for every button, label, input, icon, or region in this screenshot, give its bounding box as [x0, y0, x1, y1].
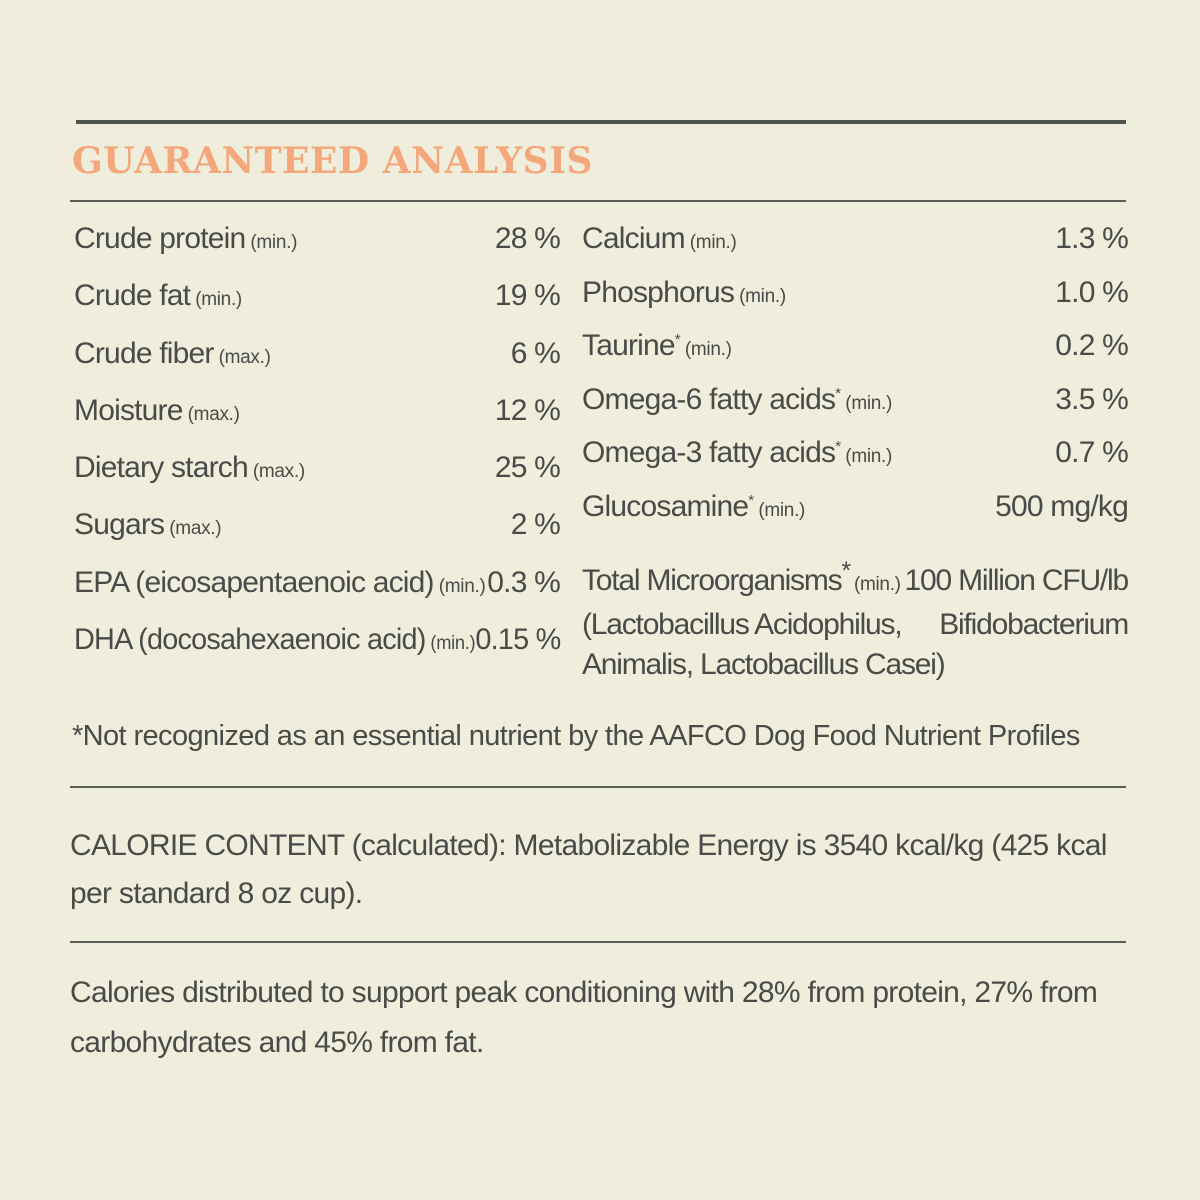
nutrient-value: 2 % [510, 508, 560, 542]
nutrient-row [74, 222, 560, 279]
nutrient-name: Omega-3 fatty acids [582, 436, 836, 469]
nutrient-value: 0.3 % [487, 565, 560, 599]
nutrient-value: 0.15 % [475, 623, 561, 657]
nutrient-value: 25 % [494, 451, 560, 485]
nutrient-value: 1.0 % [1055, 275, 1128, 309]
nutrient-row [74, 508, 560, 565]
nutrient-row [74, 279, 560, 336]
microorganisms-strains-line [582, 605, 1128, 645]
nutrient-qualifier: (max.) [169, 518, 222, 540]
nutrient-qualifier: (min.) [430, 633, 476, 655]
nutrient-qualifier: (min.) [689, 232, 737, 253]
footnote-divider [70, 786, 1126, 788]
nutrient-qualifier: (min.) [438, 575, 486, 597]
nutrient-value: 100 Million CFU/lb [904, 564, 1128, 597]
footnote-marker: * [835, 438, 841, 455]
footnote-marker: * [841, 557, 850, 585]
nutrient-name: Crude protein [74, 222, 246, 255]
nutrient-name: Glucosamine [582, 489, 749, 523]
nutrient-name: Taurine [582, 329, 675, 362]
analysis-left-column [74, 222, 560, 680]
nutrient-name: Total Microorganisms [582, 564, 842, 597]
nutrient-name: Sugars [74, 508, 165, 542]
nutrient-name: DHA (docosahexaenoic acid) [74, 623, 426, 657]
calorie-distribution-text: Calories distributed to support peak conditioning with 28% from protein, 27% from carbohydrates and 45% from fat. [70, 976, 1098, 1059]
nutrient-row [582, 329, 1128, 383]
nutrient-name: Omega-6 fatty acids [582, 382, 836, 416]
nutrient-qualifier: (min.) [684, 339, 732, 360]
strains-text: (Lactobacillus Acidophilus, [582, 608, 902, 641]
nutrient-value: 0.7 % [1055, 436, 1128, 469]
nutrient-row [582, 436, 1128, 490]
strains-text: Animalis, Lactobacillus Casei) [582, 648, 945, 681]
title-divider [70, 200, 1126, 202]
nutrient-value: 19 % [494, 279, 560, 313]
nutrient-row [582, 490, 1128, 544]
nutrient-qualifier: (min.) [250, 232, 298, 253]
nutrient-row [74, 451, 560, 508]
microorganisms-line [582, 551, 1128, 605]
nutrient-row [582, 383, 1128, 437]
nutrient-value: 1.3 % [1055, 222, 1128, 255]
nutrient-name: Crude fat [74, 279, 191, 313]
section-title: GUARANTEED ANALYSIS [72, 140, 593, 182]
footnote-marker: * [748, 491, 754, 509]
nutrient-name: EPA (eicosapentaenoic acid) [74, 565, 434, 599]
nutrient-value: 500 mg/kg [995, 489, 1128, 523]
nutrient-value: 6 % [510, 336, 560, 370]
microorganisms-strains-line [582, 645, 1128, 685]
nutrient-qualifier: (min.) [195, 289, 242, 311]
top-divider [76, 120, 1126, 124]
nutrient-qualifier: (min.) [853, 574, 901, 595]
nutrient-qualifier: (min.) [739, 285, 786, 307]
nutrient-name: Crude fiber [74, 336, 214, 370]
nutrient-row [74, 623, 560, 680]
footnote-marker: * [835, 384, 841, 402]
nutrient-qualifier: (min.) [758, 499, 806, 521]
nutrient-name: Calcium [582, 222, 685, 255]
nutrient-value: 0.2 % [1055, 329, 1128, 362]
nutrient-qualifier: (min.) [845, 446, 893, 467]
nutrient-name: Phosphorus [582, 275, 735, 309]
microorganisms-block [582, 551, 1128, 685]
analysis-right-column [582, 222, 1128, 685]
nutrient-qualifier: (min.) [845, 392, 893, 414]
footnote-text: *Not recognized as an essential nutrient by the AAFCO Dog Food Nutrient Profiles [72, 720, 1080, 752]
strains-text: Bifidobacterium [939, 608, 1128, 641]
calorie-divider [70, 941, 1126, 943]
nutrient-qualifier: (max.) [252, 461, 305, 483]
calorie-content-text: CALORIE CONTENT (calculated): Metabolizable Energy is 3540 kcal/kg (425 kcal per standard 8 oz cup). [70, 829, 1107, 910]
nutrient-row [74, 337, 560, 394]
nutrient-row [582, 276, 1128, 330]
nutrient-value: 3.5 % [1055, 382, 1128, 416]
nutrient-qualifier: (max.) [187, 403, 240, 425]
footnote-marker: * [674, 331, 680, 348]
nutrient-value: 12 % [494, 393, 560, 427]
nutrient-name: Dietary starch [74, 451, 248, 485]
nutrient-value: 28 % [494, 222, 560, 255]
nutrient-name: Moisture [74, 393, 183, 427]
nutrient-row [582, 222, 1128, 276]
nutrient-row [74, 566, 560, 623]
nutrient-qualifier: (max.) [218, 346, 271, 368]
nutrient-row [74, 394, 560, 451]
